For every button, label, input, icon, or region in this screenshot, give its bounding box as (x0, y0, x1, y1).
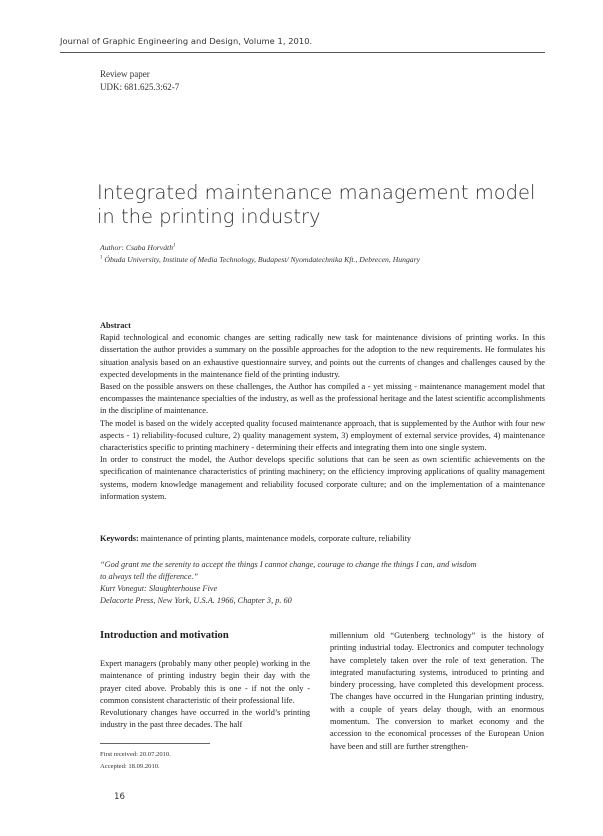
abstract-paragraph: The model is based on the widely accepted quality focused maintenance approach, that is supplemented by the Author with four new aspects - 1) reliability-focused culture, 2) quality management system, 3) employment of external service provides, 4) maintenance characteristics specific to printing machinery - determining their effects and integrating them into one single system. (100, 418, 545, 453)
quote-line: to always tell the difference.” (100, 572, 199, 581)
keywords-label: Keywords: (100, 534, 139, 543)
abstract (100, 320, 545, 503)
paper-type: Review paper (100, 69, 150, 79)
author-name: Author: Csaba Horváth (100, 243, 174, 252)
affiliation-sup: 1 (100, 255, 103, 261)
header-rule (60, 52, 545, 53)
epigraph-quote (100, 559, 545, 607)
udk-code: UDK: 681.625.3:62-7 (100, 82, 180, 92)
author-line (100, 243, 176, 252)
footnotes (100, 749, 171, 773)
paper-meta (100, 68, 179, 94)
body-column-right (330, 630, 544, 753)
body-column-left (100, 658, 310, 732)
quote-source: Kurt Vonegut: Slaughterhouse Five (100, 584, 218, 593)
body-paragraph: millennium old “Gutenberg technology” is the history of printing industrial today. Electronics and computer technology have completely taken over the role of text generation. The integrated manufacturing systems, introduced to printing and bindery processing, have completed this development process. The changes have occurred in the Hungarian printing industry, with a couple of years delay though, with an enormous momentum. The conversion to market economy and the accession to the economical processes of the European Union have been and still are further strengthen- (330, 631, 544, 751)
journal-header: Journal of Graphic Engineering and Design, Volume 1, 2010. (60, 36, 313, 46)
body-paragraph: Revolutionary changes have occurred in the world’s printing industry in the past three decades. The half (100, 708, 310, 730)
keywords (100, 534, 545, 543)
abstract-paragraph: In order to construct the model, the Author develops specific solutions that can be seen as own scientific achievements on the specification of maintenance characteristics of printing machinery; on the efficiency improving applications of quality management systems, modern knowledge management and reliability focused corporate culture; and on the implementation of a maintenance information system. (100, 455, 545, 501)
author-sup: 1 (173, 243, 176, 249)
footnote-rule (100, 743, 210, 744)
title-line-2: in the printing industry (97, 205, 321, 228)
paper-title (97, 181, 537, 229)
section-heading: Introduction and motivation (100, 630, 229, 641)
abstract-heading: Abstract (100, 321, 131, 330)
quote-line: “God grant me the serenity to accept the things I cannot change, courage to change the things I can, and wisdom (100, 560, 477, 569)
abstract-paragraph: Rapid technological and economic changes are setting radically new task for maintenance divisions of printing works. In this dissertation the author provides a summary on the possible approaches for the adoption to the new requirements. He formulates his situation analysis based on an exhaustive questionnaire survey, and points out the currents of changes and challenges caused by the expected developments in the maintenance field of the printing industry. (100, 333, 545, 379)
keywords-text: maintenance of printing plants, maintenance models, corporate culture, reliability (138, 534, 412, 543)
abstract-paragraph: Based on the possible answers on these challenges, the Author has compiled a - yet missing - maintenance management model that encompasses the maintenance specialties of the industry, as well as the professional heritage and the latest scientific accomplishments in the discipline of maintenance. (100, 382, 545, 416)
page-number: 16 (114, 792, 125, 802)
title-line-1: Integrated maintenance management model (97, 181, 536, 204)
body-paragraph: Expert managers (probably many other people) working in the maintenance of printing industry begin their day with the prayer cited above. Probably this is one - if not the only - common consistent characteristic of their professional life. (100, 659, 310, 705)
author-affiliation (100, 255, 420, 264)
accepted-date: Accepted: 18.09.2010. (100, 763, 160, 770)
quote-publisher: Delacorte Press, New York, U.S.A. 1966, Chapter 3, p. 60 (100, 596, 292, 605)
received-date: First received: 20.07.2010. (100, 751, 171, 758)
affiliation-text: Óbuda University, Institute of Media Technology, Budapest/ Nyomdatechnika Kft., Debrecen, Hungary (104, 255, 421, 264)
